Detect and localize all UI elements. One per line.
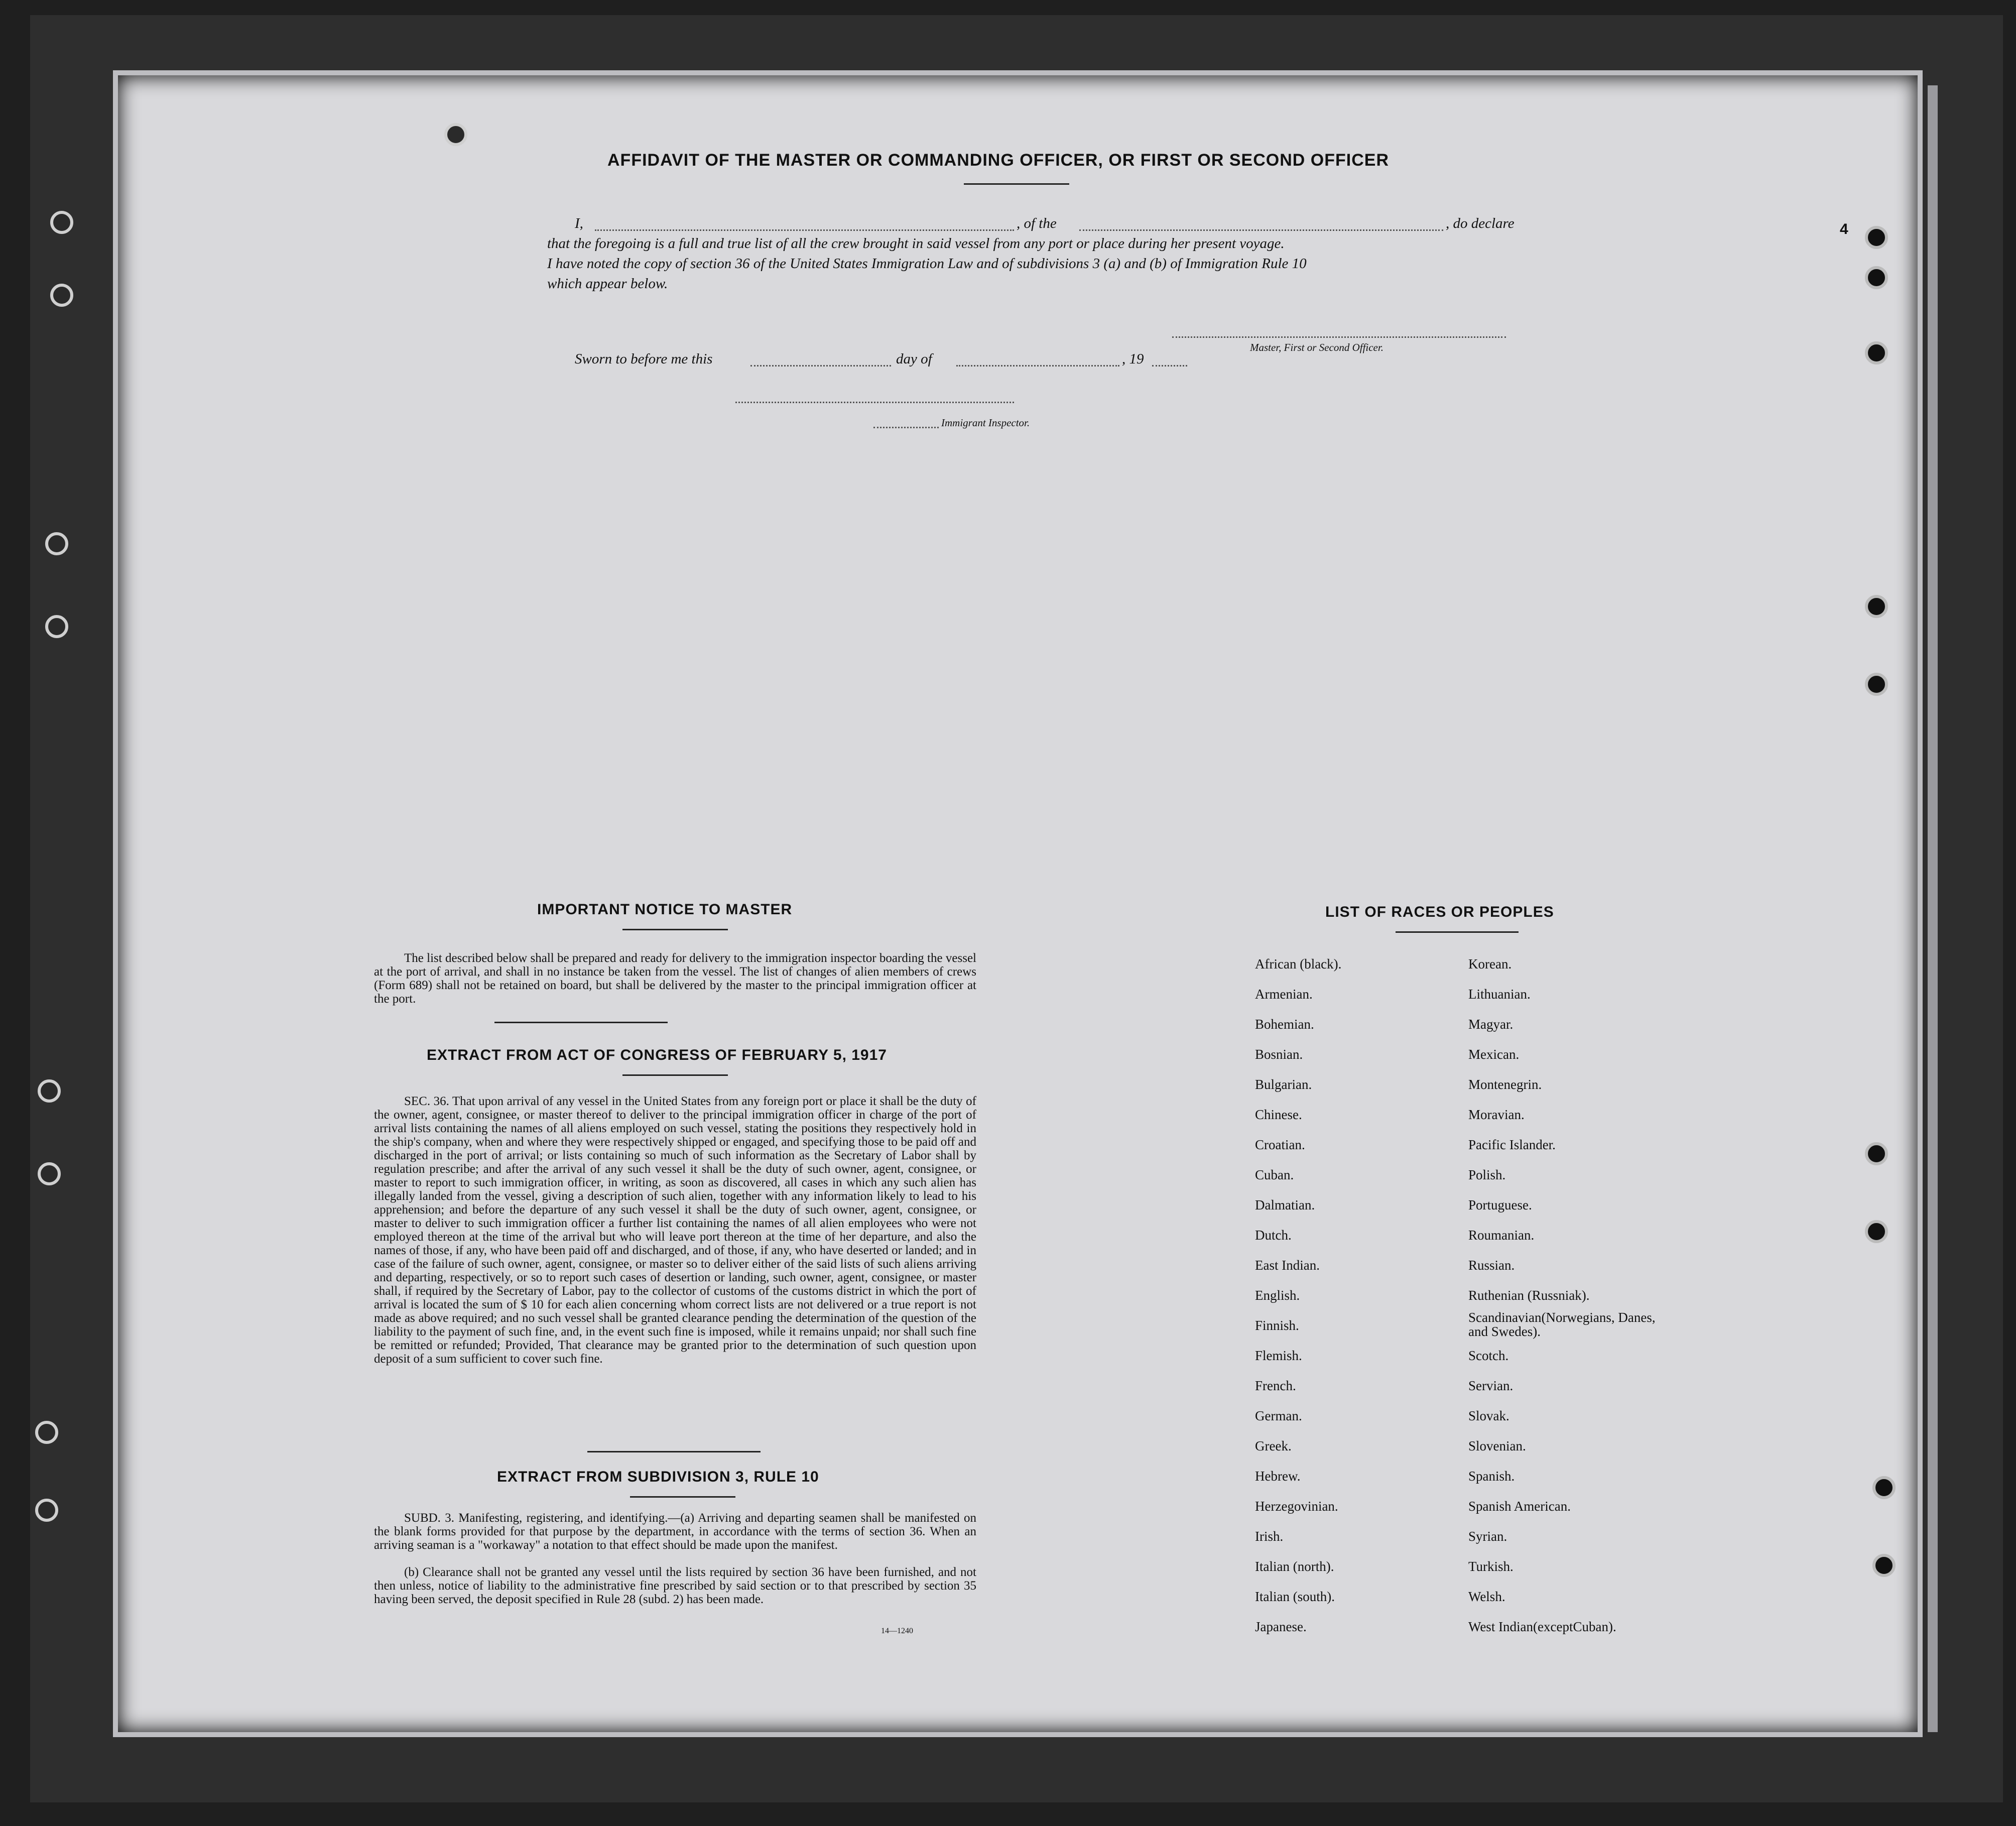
- race-item: Bohemian.: [1255, 1017, 1314, 1032]
- race-item: Mexican.: [1468, 1047, 1520, 1062]
- race-item: Magyar.: [1468, 1017, 1514, 1032]
- inspector-lead-dots: [873, 427, 939, 428]
- binder-hole-icon: [35, 1421, 58, 1444]
- race-item: Slovak.: [1468, 1408, 1509, 1423]
- race-item: Dutch.: [1255, 1228, 1292, 1243]
- affidavit-line-3: I have noted the copy of section 36 of the United States Immigration Law and of subdivisions 3 (a) and (b) of Immigration Rule 10: [547, 256, 1307, 272]
- race-item: Flemish.: [1255, 1348, 1302, 1363]
- title-rule: [964, 183, 1069, 185]
- form-code: 14—1240: [881, 1627, 913, 1635]
- race-item: Armenian.: [1255, 987, 1313, 1002]
- race-item: Welsh.: [1468, 1589, 1505, 1604]
- binder-hole-icon: [50, 284, 73, 307]
- race-item: Finnish.: [1255, 1318, 1299, 1333]
- race-item: Scotch.: [1468, 1348, 1509, 1363]
- vessel-blank[interactable]: [1079, 229, 1443, 231]
- officer-signature-line[interactable]: [1172, 336, 1506, 338]
- affidavit-title: AFFIDAVIT OF THE MASTER OR COMMANDING OFFICER, OR FIRST OR SECOND OFFICER: [607, 151, 1389, 170]
- act-title: EXTRACT FROM ACT OF CONGRESS OF FEBRUARY 5, 1917: [427, 1047, 887, 1063]
- races-column-1: [1255, 949, 1341, 1642]
- sworn-day: day of: [896, 351, 932, 367]
- race-item: Italian (north).: [1255, 1559, 1334, 1574]
- race-item: Pacific Islander.: [1468, 1137, 1556, 1152]
- race-item: Greek.: [1255, 1438, 1292, 1453]
- line1-end: , do declare: [1446, 215, 1515, 231]
- sworn-line: [575, 349, 1328, 369]
- race-item: Bulgarian.: [1255, 1077, 1312, 1092]
- binder-hole-icon: [1865, 226, 1888, 249]
- inspector-signature-line[interactable]: [735, 402, 1014, 403]
- race-item: Hebrew.: [1255, 1469, 1301, 1484]
- race-item: Scandinavian(Norwegians, Danes, and Swedes).: [1468, 1310, 1656, 1339]
- month-blank[interactable]: [956, 365, 1119, 367]
- binder-hole-icon: [45, 615, 68, 638]
- race-item: English.: [1255, 1288, 1300, 1303]
- affidavit-line-4: which appear below.: [547, 276, 668, 292]
- race-item: West Indian(exceptCuban).: [1468, 1619, 1616, 1634]
- binder-hole-icon: [50, 211, 73, 234]
- binder-hole-icon: [35, 1499, 58, 1522]
- notice-text: The list described below shall be prepared and ready for delivery to the immigration inspector boarding the vessel at the port of arrival, and shall in no instance be taken from the vessel. The list of changes of alien members of crews (Form 689) shall not be retained on board, but shall be delivered by the master to the principal immigration officer at the port.: [374, 951, 976, 1006]
- binder-hole-icon: [444, 123, 467, 146]
- race-item: Slovenian.: [1468, 1438, 1526, 1453]
- race-item: Ruthenian (Russniak).: [1468, 1288, 1590, 1303]
- races-title: LIST OF RACES OR PEOPLES: [1325, 904, 1554, 920]
- race-item: Cuban.: [1255, 1167, 1294, 1182]
- race-item: French.: [1255, 1378, 1296, 1393]
- race-item: Roumanian.: [1468, 1228, 1535, 1243]
- race-item: African (black).: [1255, 956, 1342, 971]
- inspector-caption: Immigrant Inspector.: [941, 417, 1030, 429]
- race-item: Japanese.: [1255, 1619, 1307, 1634]
- race-item: Spanish.: [1468, 1469, 1515, 1484]
- race-item: Bosnian.: [1255, 1047, 1303, 1062]
- binder-hole-icon: [1872, 1476, 1896, 1499]
- binder-hole-icon: [45, 532, 68, 555]
- binder-hole-icon: [1865, 341, 1888, 364]
- page-number: 4: [1840, 221, 1848, 237]
- notice-rule: [622, 929, 728, 930]
- document-page: [118, 75, 1918, 1732]
- line1-start: I,: [575, 215, 583, 231]
- page-edge: [1928, 85, 1938, 1732]
- line1-mid: , of the: [1017, 215, 1057, 231]
- day-blank[interactable]: [750, 365, 891, 367]
- race-item: Syrian.: [1468, 1529, 1507, 1544]
- rule-para-a: SUBD. 3. Manifesting, registering, and identifying.—(a) Arriving and departing seamen shall be manifested on the blank forms provided for that purpose by the department, in accordance with the terms of section 36. When an arriving seaman is a "workaway" a notation to that effect should be made upon the manifest.: [374, 1511, 976, 1552]
- race-item: East Indian.: [1255, 1258, 1320, 1273]
- race-item: Chinese.: [1255, 1107, 1302, 1122]
- act-rule: [622, 1074, 728, 1076]
- binder-hole-icon: [1865, 1142, 1888, 1165]
- rule-rule: [630, 1496, 735, 1498]
- notice-divider: [494, 1022, 668, 1023]
- races-column-2: [1468, 949, 1669, 1642]
- sworn-year: , 19: [1122, 351, 1144, 367]
- affidavit-line-2: that the foregoing is a full and true list of all the crew brought in said vessel from any port or place during her present voyage.: [547, 235, 1285, 252]
- race-item: Croatian.: [1255, 1137, 1305, 1152]
- binder-hole-icon: [1865, 1220, 1888, 1243]
- binder-hole-icon: [38, 1079, 61, 1103]
- race-item: Lithuanian.: [1468, 987, 1531, 1002]
- binder-hole-icon: [38, 1162, 61, 1185]
- race-item: Montenegrin.: [1468, 1077, 1542, 1092]
- race-item: Portuguese.: [1468, 1197, 1532, 1212]
- race-item: Dalmatian.: [1255, 1197, 1315, 1212]
- rule-title: EXTRACT FROM SUBDIVISION 3, RULE 10: [497, 1469, 819, 1485]
- binder-hole-icon: [1872, 1554, 1896, 1577]
- act-text: SEC. 36. That upon arrival of any vessel in the United States from any foreign port or place it shall be the duty of the owner, agent, consignee, or master thereof to deliver to the principal immigration officer in charge of the port of arrival lists containing the names of all aliens employed on such vessel, stating the positions they respectively hold in the ship's company, when and where they were respectively shipped or engaged, and specifying those to be paid off and discharged in the port of arrival; or lists containing so much of such information as the Secretary of Labor shall by regulation prescribe; and after the arrival of any such vessel it shall be the duty of such owner, agent, consignee, or master to report to such immigration officer, in writing, as soon as discovered, all cases in which any such alien has illegally landed from the vessel, giving a description of such alien, together with any information likely to lead to his apprehension; and before the departure of any such vessel it shall be the duty of such owner, agent, consignee, or master to deliver to such immigration officer a further list containing the names of all alien employees who were not employed thereon at the time of the arrival but who will leave port thereon at the time of her departure, and also the names of those, if any, who have been paid off and discharged, and of those, if any, who have deserted or landed; and in case of the failure of such owner, agent, consignee, or master so to deliver either of the said lists of such aliens arriving and departing, respectively, or so to report such cases of desertion or landing, such owner, agent, consignee, or master shall, if required by the Secretary of Labor, pay to the collector of customs of the customs district in which the port of arrival is located the sum of $ 10 for each alien concerning whom correct lists are not delivered or a true report is not made as above required; and no such vessel shall be granted clearance pending the determination of the question of the liability to the payment of such fine, and, in the event such fine is imposed, while it remains unpaid; nor shall such fine be remitted or refunded; Provided, That clearance may be granted prior to the determination of such question upon deposit of a sum sufficient to cover such fine.: [374, 1094, 976, 1366]
- sworn-start: Sworn to before me this: [575, 351, 713, 367]
- races-rule: [1396, 931, 1519, 933]
- race-item: Irish.: [1255, 1529, 1284, 1544]
- race-item: Russian.: [1468, 1258, 1515, 1273]
- affidavit-body: [547, 213, 1647, 294]
- act-divider: [587, 1451, 761, 1452]
- race-item: Italian (south).: [1255, 1589, 1335, 1604]
- race-item: Servian.: [1468, 1378, 1514, 1393]
- race-item: Herzegovinian.: [1255, 1499, 1338, 1514]
- binder-hole-icon: [1865, 673, 1888, 696]
- officer-caption: Master, First or Second Officer.: [1250, 341, 1383, 353]
- race-item: Spanish American.: [1468, 1499, 1571, 1514]
- name-blank[interactable]: [595, 229, 1014, 231]
- race-item: Moravian.: [1468, 1107, 1525, 1122]
- binder-hole-icon: [1865, 595, 1888, 618]
- race-item: Korean.: [1468, 956, 1512, 971]
- race-item: Turkish.: [1468, 1559, 1514, 1574]
- affidavit-line-1: [547, 213, 1647, 233]
- notice-title: IMPORTANT NOTICE TO MASTER: [537, 901, 793, 918]
- binder-hole-icon: [1865, 266, 1888, 289]
- race-item: Polish.: [1468, 1167, 1506, 1182]
- race-item: German.: [1255, 1408, 1302, 1423]
- rule-para-b: (b) Clearance shall not be granted any vessel until the lists required by section 36 have been furnished, and not then unless, notice of liability to the administrative fine prescribed by said section or to that prescribed by section 35 having been served, the deposit specified in Rule 28 (subd. 2) has been made.: [374, 1565, 976, 1606]
- year-blank[interactable]: [1152, 365, 1187, 367]
